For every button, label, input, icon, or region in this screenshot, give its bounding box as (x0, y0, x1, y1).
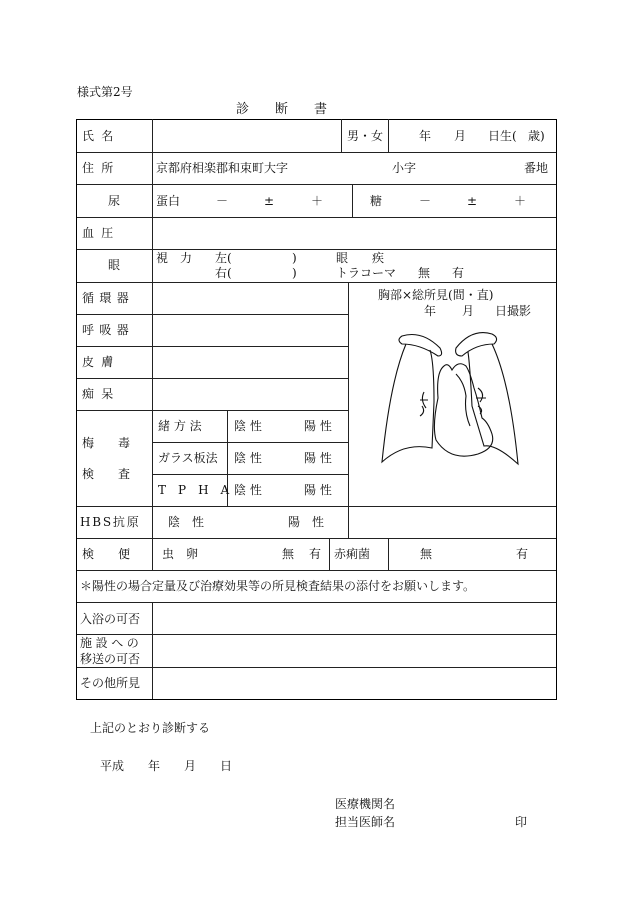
transfer-label-1: 施設への (80, 636, 143, 650)
dysentery-none[interactable]: 無 (420, 547, 433, 561)
hbs-positive[interactable]: 陽 性 (288, 515, 325, 529)
document-title: 診 断 書 (236, 102, 328, 117)
respiratory-label: 呼吸器 (82, 323, 135, 337)
form-number: 様式第2号 (77, 85, 133, 99)
urine-label: 尿 (108, 194, 121, 208)
test-glass-positive[interactable]: 陽 性 (304, 451, 332, 465)
chest-title: 胸部×総所見(間・直) (378, 288, 494, 302)
name-label: 氏名 (82, 129, 121, 143)
protein-label: 蛋白 (156, 194, 181, 208)
sugar-label: 糖 (370, 194, 383, 208)
footer-day-label: 日 (220, 759, 233, 773)
hbs-negative[interactable]: 陰 性 (168, 515, 205, 529)
skin-label: 皮膚 (82, 355, 121, 369)
koaza-label: 小字 (392, 161, 417, 175)
address-label: 住所 (82, 161, 121, 175)
hbs-label: HBS抗原 (80, 515, 141, 529)
footer-month-label: 月 (184, 759, 197, 773)
doctor-label: 担当医師名 (335, 815, 396, 829)
positive-note: ＊陽性の場合定量及び治療効果等の所見検査結果の添付をお願いします。 (80, 579, 476, 593)
birth-day-label: 日生( (488, 129, 517, 143)
chest-taken-label: 日撮影 (495, 304, 532, 318)
trachoma-none[interactable]: 無 (418, 266, 431, 280)
test-tpha-positive[interactable]: 陽 性 (304, 483, 332, 497)
circulatory-label: 循環器 (82, 291, 135, 305)
address-prefix: 京都府相楽郡和束町大字 (156, 161, 289, 175)
chest-month-label: 月 (462, 304, 475, 318)
chest-diagram-icon (372, 322, 532, 482)
test-glass-negative[interactable]: 陰 性 (234, 451, 262, 465)
test-tpha-negative[interactable]: 陰 性 (234, 483, 262, 497)
chest-year-label: 年 (424, 304, 437, 318)
protein-plusminus[interactable]: ± (264, 194, 275, 208)
dementia-label: 痴呆 (82, 387, 121, 401)
eye-disease-label: 眼 疾 (336, 251, 385, 265)
eye-label: 眼 (108, 258, 121, 272)
sugar-plusminus[interactable]: ± (467, 194, 478, 208)
syphilis-label-2: 検 査 (82, 467, 131, 481)
vision-left-close: ) (292, 251, 297, 265)
syphilis-label-1: 梅 毒 (82, 436, 131, 450)
trachoma-label: トラコーマ (336, 266, 397, 280)
worm-egg-label: 虫 卵 (162, 547, 199, 561)
sugar-minus[interactable]: － (419, 194, 432, 208)
institution-label: 医療機関名 (335, 797, 396, 811)
test-glass-name: ガラス板法 (158, 451, 218, 465)
footer-year-label: 年 (148, 759, 161, 773)
birth-year-label: 年 (419, 129, 432, 143)
transfer-label-2: 移送の可否 (80, 652, 141, 666)
vision-right-close: ) (292, 266, 297, 280)
test-ogata-positive[interactable]: 陽 性 (304, 419, 332, 433)
dysentery-has[interactable]: 有 (516, 547, 529, 561)
dysentery-label: 赤痢菌 (334, 547, 371, 561)
sugar-plus[interactable]: ＋ (514, 194, 527, 208)
worm-egg-none[interactable]: 無 (282, 547, 295, 561)
birth-month-label: 月 (454, 129, 467, 143)
gender-label: 男・女 (347, 129, 384, 143)
trachoma-has[interactable]: 有 (452, 266, 465, 280)
protein-plus[interactable]: ＋ (311, 194, 324, 208)
age-unit-label: 歳) (528, 129, 545, 143)
vision-right-open: 右( (215, 266, 232, 280)
banchi-label: 番地 (524, 161, 549, 175)
vision-left-open: 左( (215, 251, 232, 265)
diagnosis-statement: 上記のとおり診断する (90, 721, 211, 735)
worm-egg-has[interactable]: 有 (309, 547, 322, 561)
protein-minus[interactable]: － (216, 194, 229, 208)
vision-label: 視 力 (156, 251, 193, 265)
other-findings-label: その他所見 (80, 676, 141, 690)
era-label: 平成 (100, 759, 125, 773)
stool-label: 検 便 (82, 547, 131, 561)
bath-label: 入浴の可否 (80, 612, 141, 626)
test-tpha-name: T P H A (158, 483, 230, 497)
test-ogata-name: 緒 方 法 (158, 419, 202, 433)
seal-label: 印 (515, 815, 528, 829)
blood-pressure-label: 血圧 (82, 226, 121, 240)
test-ogata-negative[interactable]: 陰 性 (234, 419, 262, 433)
